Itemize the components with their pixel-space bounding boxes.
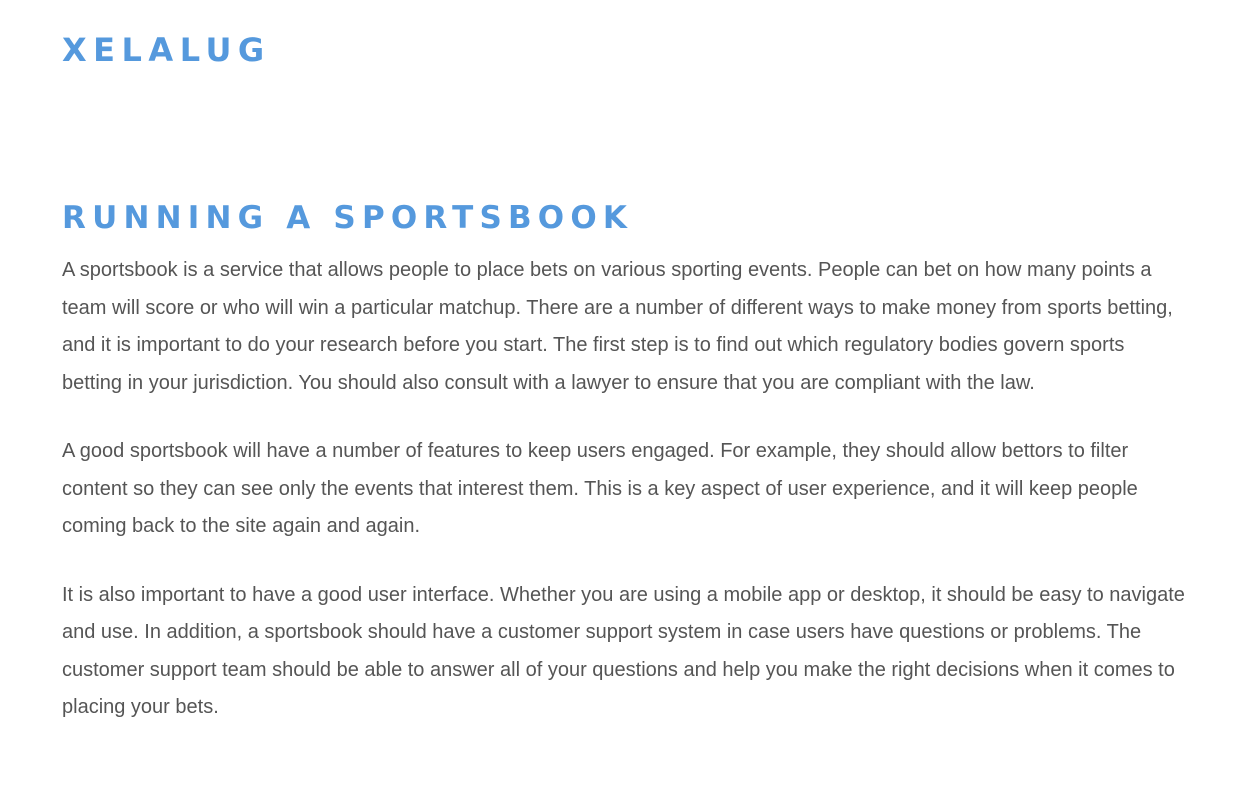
article [62, 196, 1186, 727]
article-paragraph-3: It is also important to have a good user interface. Whether you are using a mobile app or desktop, it should be easy to navigate and use. In addition, a sportsbook should have a customer support system in case users have questions or problems. The customer support team should be able to answer all of your questions and help you make the right decisions when it comes to placing your bets. [62, 583, 1185, 718]
site-title-link[interactable]: XELALUG [62, 31, 271, 69]
article-content [62, 252, 1186, 727]
article-paragraph-2: A good sportsbook will have a number of features to keep users engaged. For example, they should allow bettors to filter content so they can see only the events that interest them. This is a key aspect of user experience, and it will keep people coming back to the site again and again. [62, 440, 1138, 537]
article-title: RUNNING A SPORTSBOOK [62, 200, 634, 236]
article-paragraph-1: A sportsbook is a service that allows people to place bets on various sporting events. People can bet on how many points a team will score or who will win a particular matchup. There are a number of different ways to make money from sports betting, and it is important to do your research before you start. The first step is to find out which regulatory bodies govern sports betting in your jurisdiction. You should also consult with a lawyer to ensure that you are compliant with the law. [62, 259, 1173, 394]
